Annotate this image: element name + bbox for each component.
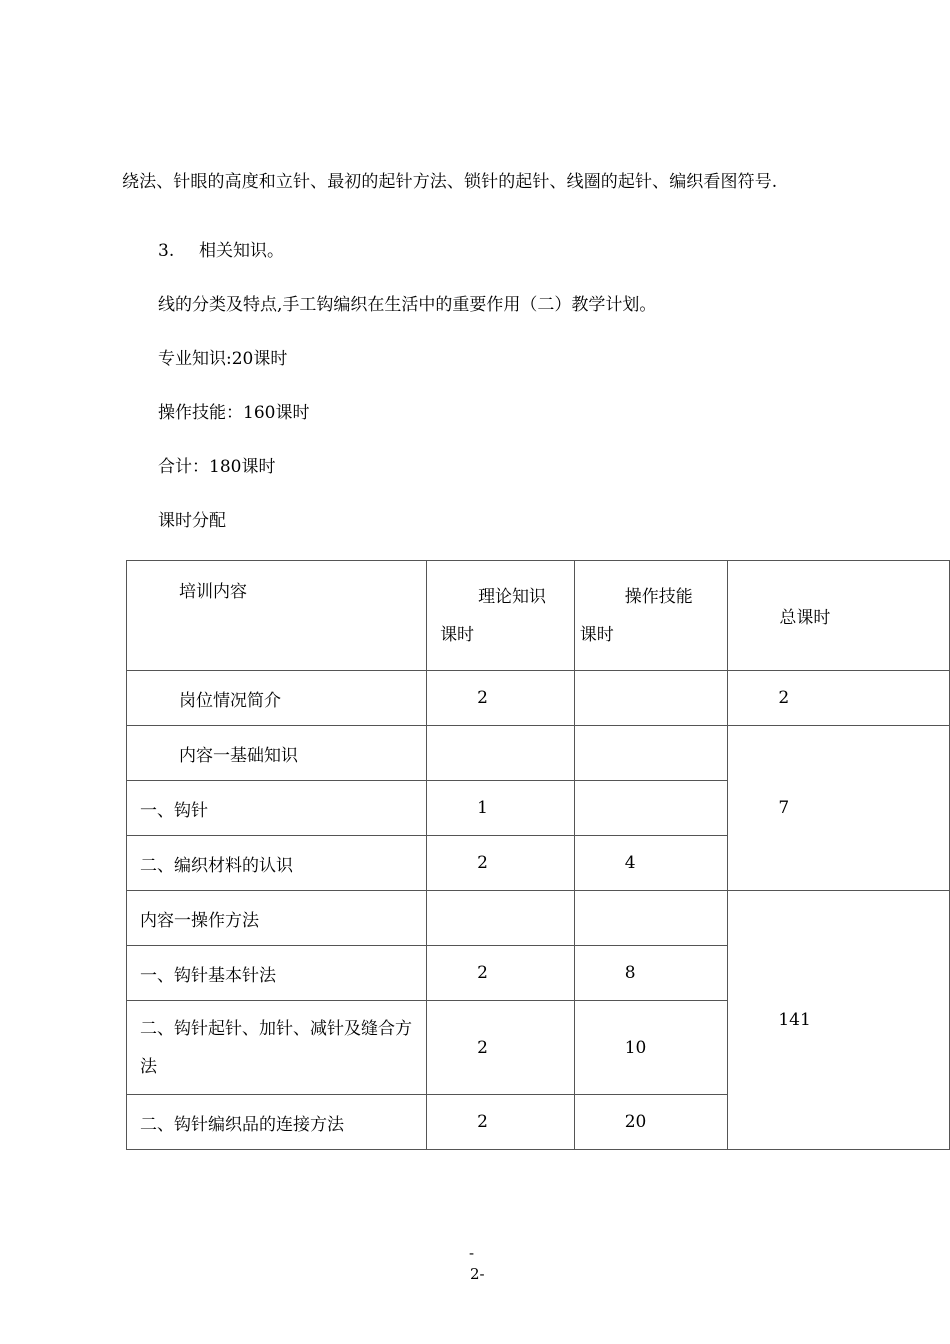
cell-theory: 2: [427, 836, 575, 891]
header-practice-line2: 课时: [579, 624, 614, 645]
header-theory-line1: 理论知识: [478, 586, 547, 607]
cell-practice: 4: [574, 836, 728, 891]
header-practice-line1: 操作技能: [624, 586, 693, 607]
cell-total-group-methods: 141: [728, 891, 950, 1150]
cell-content: 岗位情况简介: [127, 671, 427, 726]
cell-practice: [574, 726, 728, 781]
cell-content: 二、钩针起针、加针、减针及缝合方法: [127, 1001, 427, 1095]
table-row: [127, 726, 950, 781]
header-theory-line2: 课时: [440, 624, 475, 645]
hours-allocation-table: [126, 560, 950, 1150]
cell-practice: 10: [574, 1001, 728, 1095]
cell-practice: [574, 671, 728, 726]
cell-practice: [574, 781, 728, 836]
cell-total: 2: [728, 671, 950, 726]
cell-theory: 2: [427, 1095, 575, 1150]
page-number: 2-: [470, 1265, 485, 1283]
paragraph-text: 线的分类及特点,手工钩编织在生活中的重要作用（二）教学计划。: [158, 295, 657, 315]
section-label: 课时分配: [158, 511, 226, 531]
header-total-hours: 总课时: [779, 608, 831, 628]
paragraph-text: 绕法、针眼的高度和立针、最初的起针方法、锁针的起针、线圈的起针、编织看图符号.: [122, 172, 778, 192]
cell-content: 内容一操作方法: [127, 891, 427, 946]
header-cell: [574, 561, 728, 671]
list-number: 3.: [158, 241, 175, 261]
paragraph-text: 专业知识:20课时: [158, 349, 288, 369]
list-item-text: 相关知识。: [199, 241, 284, 261]
table-row: [127, 671, 950, 726]
cell-content: 一、钩针: [127, 781, 427, 836]
page-footer-dash: -: [469, 1244, 475, 1262]
cell-practice: [574, 891, 728, 946]
cell-theory: 2: [427, 946, 575, 1001]
cell-theory: 2: [427, 1001, 575, 1095]
cell-theory: [427, 891, 575, 946]
cell-theory: 1: [427, 781, 575, 836]
cell-content: 内容一基础知识: [127, 726, 427, 781]
cell-theory: 2: [427, 671, 575, 726]
cell-content: 一、钩针基本针法: [127, 946, 427, 1001]
header-cell: [728, 561, 950, 671]
cell-content: 二、钩针编织品的连接方法: [127, 1095, 427, 1150]
header-training-content: 培训内容: [179, 582, 247, 602]
cell-content: 二、编织材料的认识: [127, 836, 427, 891]
cell-practice: 8: [574, 946, 728, 1001]
header-cell: [427, 561, 575, 671]
cell-practice: 20: [574, 1095, 728, 1150]
paragraph-text: 合计：180课时: [158, 457, 276, 477]
paragraph-text: 操作技能：160课时: [158, 403, 310, 423]
table-row: [127, 891, 950, 946]
cell-total-group-basic: 7: [728, 726, 950, 891]
table-header-row: [127, 561, 950, 671]
header-cell: [127, 561, 427, 671]
cell-theory: [427, 726, 575, 781]
